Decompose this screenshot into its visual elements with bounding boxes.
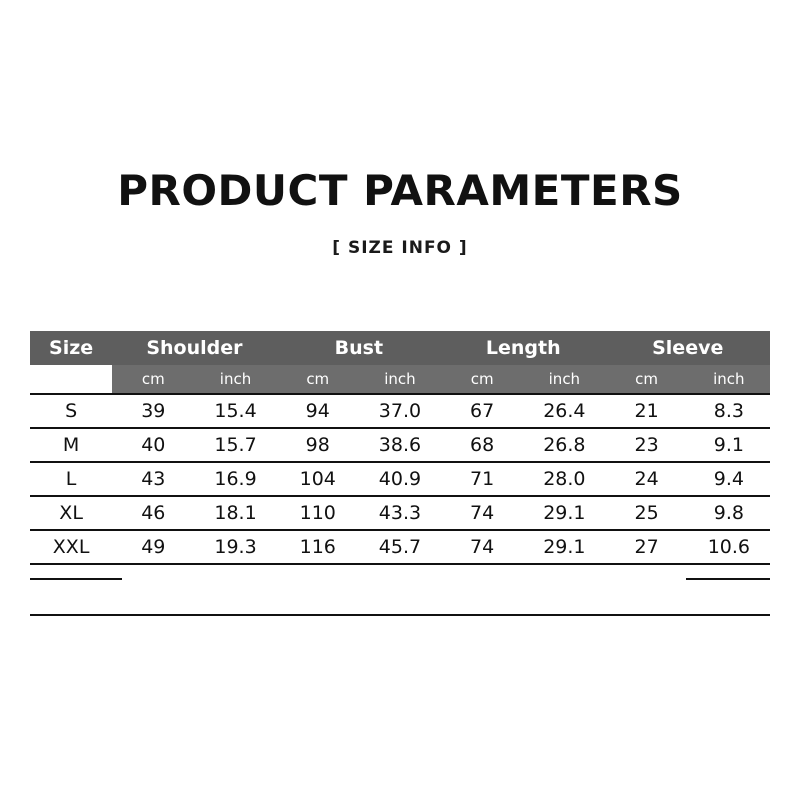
page-title: PRODUCT PARAMETERS: [117, 166, 683, 215]
page-subtitle: [ SIZE INFO ]: [332, 238, 468, 258]
cell-sleeve-inch: 10.6: [688, 530, 770, 564]
table-row: [30, 530, 770, 564]
cell-bust-cm: 104: [277, 462, 359, 496]
cell-size: S: [30, 394, 112, 428]
cell-size: L: [30, 462, 112, 496]
cell-bust-cm: 98: [277, 428, 359, 462]
divider-left: [30, 578, 122, 580]
cell-length-inch: 29.1: [523, 496, 605, 530]
cell-bust-cm: 110: [277, 496, 359, 530]
size-chart-table: [30, 331, 770, 565]
cell-bust-inch: 45.7: [359, 530, 441, 564]
header-unit-sleeve-cm: cm: [605, 365, 687, 394]
cell-shoulder-cm: 39: [112, 394, 194, 428]
cell-bust-inch: 37.0: [359, 394, 441, 428]
cell-sleeve-inch: 9.4: [688, 462, 770, 496]
cell-length-cm: 68: [441, 428, 523, 462]
cell-sleeve-cm: 21: [605, 394, 687, 428]
cell-sleeve-cm: 24: [605, 462, 687, 496]
header-unit-sleeve-inch: inch: [688, 365, 770, 394]
header-unit-bust-cm: cm: [277, 365, 359, 394]
cell-sleeve-inch: 8.3: [688, 394, 770, 428]
cell-length-inch: 29.1: [523, 530, 605, 564]
cell-shoulder-inch: 15.4: [194, 394, 276, 428]
cell-shoulder-inch: 15.7: [194, 428, 276, 462]
size-table-container: [30, 331, 770, 565]
divider-full: [30, 614, 770, 616]
header-unit-bust-inch: inch: [359, 365, 441, 394]
cell-size: XL: [30, 496, 112, 530]
cell-bust-inch: 40.9: [359, 462, 441, 496]
cell-bust-cm: 94: [277, 394, 359, 428]
header-unit-length-cm: cm: [441, 365, 523, 394]
cell-bust-inch: 43.3: [359, 496, 441, 530]
cell-size: M: [30, 428, 112, 462]
cell-length-inch: 28.0: [523, 462, 605, 496]
cell-shoulder-inch: 18.1: [194, 496, 276, 530]
header-units-spacer: [30, 365, 112, 394]
cell-length-inch: 26.8: [523, 428, 605, 462]
table-row: [30, 428, 770, 462]
header-group-shoulder: Shoulder: [112, 331, 276, 365]
header-unit-shoulder-inch: inch: [194, 365, 276, 394]
cell-shoulder-cm: 49: [112, 530, 194, 564]
cell-length-cm: 74: [441, 496, 523, 530]
cell-size: XXL: [30, 530, 112, 564]
table-row: [30, 394, 770, 428]
header-group-bust: Bust: [277, 331, 441, 365]
cell-sleeve-cm: 25: [605, 496, 687, 530]
cell-bust-cm: 116: [277, 530, 359, 564]
table-header-units: [30, 365, 770, 394]
table-row: [30, 496, 770, 530]
header-unit-length-inch: inch: [523, 365, 605, 394]
cell-length-cm: 74: [441, 530, 523, 564]
divider-right: [686, 578, 770, 580]
table-row: [30, 462, 770, 496]
cell-sleeve-inch: 9.8: [688, 496, 770, 530]
header-size: Size: [30, 331, 112, 365]
cell-shoulder-inch: 16.9: [194, 462, 276, 496]
cell-bust-inch: 38.6: [359, 428, 441, 462]
cell-shoulder-cm: 40: [112, 428, 194, 462]
cell-sleeve-cm: 23: [605, 428, 687, 462]
header-group-length: Length: [441, 331, 605, 365]
cell-length-cm: 67: [441, 394, 523, 428]
cell-length-cm: 71: [441, 462, 523, 496]
cell-shoulder-inch: 19.3: [194, 530, 276, 564]
header-unit-shoulder-cm: cm: [112, 365, 194, 394]
header-group-sleeve: Sleeve: [605, 331, 770, 365]
cell-shoulder-cm: 46: [112, 496, 194, 530]
table-header-groups: [30, 331, 770, 365]
cell-sleeve-cm: 27: [605, 530, 687, 564]
cell-length-inch: 26.4: [523, 394, 605, 428]
cell-shoulder-cm: 43: [112, 462, 194, 496]
cell-sleeve-inch: 9.1: [688, 428, 770, 462]
